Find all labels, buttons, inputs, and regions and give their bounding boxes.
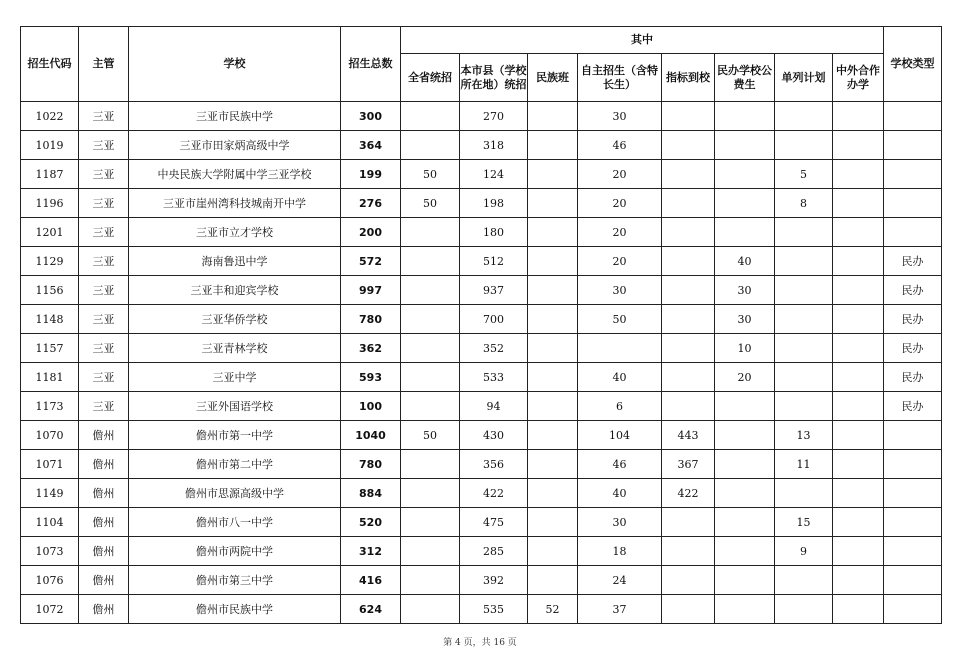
cell-quota-to-school [662,218,715,247]
cell-code: 1156 [21,276,79,305]
cell-quota-to-school [662,189,715,218]
cell-code: 1181 [21,363,79,392]
table-row [21,102,942,131]
header-province-unified: 全省统招 [401,54,460,102]
cell-ethnic-class [528,160,578,189]
table-row [21,218,942,247]
cell-authority: 三亚 [79,189,129,218]
cell-separate-plan: 15 [775,508,833,537]
cell-school: 三亚华侨学校 [129,305,341,334]
cell-authority: 三亚 [79,247,129,276]
cell-code: 1129 [21,247,79,276]
cell-school: 儋州市思源高级中学 [129,479,341,508]
cell-local-unified: 356 [460,450,528,479]
cell-ethnic-class [528,276,578,305]
cell-independent: 40 [578,479,662,508]
cell-province-unified [401,334,460,363]
table-row [21,247,942,276]
cell-total: 780 [341,450,401,479]
cell-province-unified [401,450,460,479]
header-separate-plan: 单列计划 [775,54,833,102]
cell-province-unified [401,508,460,537]
cell-code: 1201 [21,218,79,247]
cell-sino-foreign [833,102,884,131]
table-row [21,392,942,421]
cell-authority: 儋州 [79,537,129,566]
cell-quota-to-school [662,102,715,131]
cell-separate-plan [775,566,833,595]
header-independent: 自主招生（含特长生） [578,54,662,102]
cell-quota-to-school [662,131,715,160]
cell-authority: 儋州 [79,595,129,624]
cell-province-unified [401,595,460,624]
cell-authority: 三亚 [79,334,129,363]
cell-independent: 20 [578,247,662,276]
cell-total: 276 [341,189,401,218]
cell-school-type [884,508,942,537]
cell-sino-foreign [833,421,884,450]
cell-school: 儋州市两院中学 [129,537,341,566]
cell-total: 200 [341,218,401,247]
cell-independent: 20 [578,189,662,218]
cell-quota-to-school [662,595,715,624]
cell-private-public-funded [715,218,775,247]
cell-private-public-funded: 40 [715,247,775,276]
cell-local-unified: 180 [460,218,528,247]
cell-province-unified [401,131,460,160]
cell-independent: 30 [578,276,662,305]
admissions-table [20,26,942,624]
cell-ethnic-class [528,566,578,595]
cell-province-unified: 50 [401,160,460,189]
cell-quota-to-school [662,305,715,334]
cell-sino-foreign [833,508,884,537]
cell-local-unified: 535 [460,595,528,624]
cell-code: 1173 [21,392,79,421]
cell-independent: 30 [578,102,662,131]
cell-private-public-funded: 20 [715,363,775,392]
cell-school: 儋州市第二中学 [129,450,341,479]
cell-sino-foreign [833,479,884,508]
cell-separate-plan [775,392,833,421]
cell-province-unified [401,247,460,276]
cell-school: 三亚丰和迎宾学校 [129,276,341,305]
table-row [21,537,942,566]
cell-private-public-funded [715,479,775,508]
cell-sino-foreign [833,218,884,247]
cell-private-public-funded [715,421,775,450]
table-row [21,450,942,479]
table-row [21,276,942,305]
cell-school: 三亚市崖州湾科技城南开中学 [129,189,341,218]
cell-school: 儋州市民族中学 [129,595,341,624]
cell-separate-plan [775,305,833,334]
cell-school-type [884,595,942,624]
cell-private-public-funded [715,537,775,566]
cell-independent: 37 [578,595,662,624]
cell-independent: 30 [578,508,662,537]
cell-province-unified [401,305,460,334]
cell-school-type [884,218,942,247]
cell-province-unified [401,566,460,595]
cell-school: 三亚市立才学校 [129,218,341,247]
cell-total: 300 [341,102,401,131]
cell-independent: 50 [578,305,662,334]
cell-independent: 24 [578,566,662,595]
cell-province-unified [401,537,460,566]
cell-quota-to-school: 443 [662,421,715,450]
table-row [21,131,942,160]
cell-school-type [884,566,942,595]
cell-local-unified: 318 [460,131,528,160]
cell-code: 1070 [21,421,79,450]
cell-total: 364 [341,131,401,160]
cell-local-unified: 198 [460,189,528,218]
cell-independent: 6 [578,392,662,421]
cell-school: 三亚市民族中学 [129,102,341,131]
cell-quota-to-school: 422 [662,479,715,508]
cell-separate-plan: 5 [775,160,833,189]
header-of-which: 其中 [401,27,884,54]
cell-code: 1022 [21,102,79,131]
cell-separate-plan [775,479,833,508]
cell-private-public-funded [715,450,775,479]
cell-separate-plan [775,131,833,160]
cell-ethnic-class [528,334,578,363]
cell-authority: 三亚 [79,392,129,421]
header-quota-to-school: 指标到校 [662,54,715,102]
cell-local-unified: 352 [460,334,528,363]
header-school-type: 学校类型 [884,27,942,102]
cell-province-unified [401,276,460,305]
cell-code: 1104 [21,508,79,537]
cell-school-type: 民办 [884,247,942,276]
cell-sino-foreign [833,450,884,479]
header-school: 学校 [129,27,341,102]
cell-total: 312 [341,537,401,566]
cell-code: 1072 [21,595,79,624]
cell-school-type: 民办 [884,334,942,363]
cell-independent: 46 [578,450,662,479]
cell-school-type [884,102,942,131]
header-total: 招生总数 [341,27,401,102]
cell-school-type: 民办 [884,305,942,334]
cell-code: 1019 [21,131,79,160]
cell-code: 1148 [21,305,79,334]
cell-school: 海南鲁迅中学 [129,247,341,276]
cell-authority: 三亚 [79,305,129,334]
cell-province-unified [401,363,460,392]
page-footer: 第 4 页，共 16 页 [443,638,517,648]
cell-code: 1196 [21,189,79,218]
cell-independent: 104 [578,421,662,450]
cell-independent: 46 [578,131,662,160]
table-row [21,334,942,363]
cell-ethnic-class [528,131,578,160]
cell-authority: 三亚 [79,160,129,189]
cell-school-type [884,160,942,189]
cell-local-unified: 533 [460,363,528,392]
cell-school-type: 民办 [884,363,942,392]
cell-private-public-funded [715,508,775,537]
cell-total: 520 [341,508,401,537]
cell-authority: 三亚 [79,102,129,131]
cell-code: 1187 [21,160,79,189]
cell-independent [578,334,662,363]
cell-separate-plan [775,595,833,624]
cell-private-public-funded: 10 [715,334,775,363]
cell-local-unified: 512 [460,247,528,276]
header-local-unified: 本市县（学校所在地）统招 [460,54,528,102]
cell-authority: 三亚 [79,131,129,160]
cell-ethnic-class: 52 [528,595,578,624]
cell-private-public-funded [715,566,775,595]
cell-school: 儋州市第一中学 [129,421,341,450]
cell-ethnic-class [528,421,578,450]
cell-school: 三亚青林学校 [129,334,341,363]
cell-ethnic-class [528,537,578,566]
cell-total: 780 [341,305,401,334]
cell-sino-foreign [833,363,884,392]
cell-quota-to-school [662,392,715,421]
cell-quota-to-school: 367 [662,450,715,479]
cell-province-unified: 50 [401,189,460,218]
cell-independent: 18 [578,537,662,566]
cell-separate-plan: 13 [775,421,833,450]
cell-ethnic-class [528,363,578,392]
cell-private-public-funded [715,160,775,189]
cell-quota-to-school [662,160,715,189]
cell-authority: 三亚 [79,276,129,305]
cell-school: 中央民族大学附属中学三亚学校 [129,160,341,189]
cell-independent: 20 [578,218,662,247]
cell-code: 1071 [21,450,79,479]
cell-sino-foreign [833,189,884,218]
cell-separate-plan [775,334,833,363]
cell-authority: 儋州 [79,566,129,595]
cell-quota-to-school [662,276,715,305]
cell-school: 儋州市第三中学 [129,566,341,595]
cell-private-public-funded [715,131,775,160]
cell-ethnic-class [528,479,578,508]
cell-ethnic-class [528,508,578,537]
header-ethnic-class: 民族班 [528,54,578,102]
cell-sino-foreign [833,566,884,595]
table-row [21,479,942,508]
cell-local-unified: 422 [460,479,528,508]
cell-code: 1149 [21,479,79,508]
cell-total: 100 [341,392,401,421]
cell-quota-to-school [662,247,715,276]
cell-separate-plan [775,218,833,247]
cell-school-type [884,189,942,218]
table-row [21,421,942,450]
cell-school: 儋州市八一中学 [129,508,341,537]
cell-sino-foreign [833,537,884,566]
cell-total: 884 [341,479,401,508]
cell-private-public-funded [715,189,775,218]
cell-quota-to-school [662,508,715,537]
cell-school-type [884,421,942,450]
cell-separate-plan: 8 [775,189,833,218]
cell-total: 593 [341,363,401,392]
table-row [21,566,942,595]
cell-local-unified: 475 [460,508,528,537]
cell-private-public-funded: 30 [715,276,775,305]
cell-sino-foreign [833,247,884,276]
header-code: 招生代码 [21,27,79,102]
cell-school-type [884,479,942,508]
cell-local-unified: 285 [460,537,528,566]
cell-authority: 儋州 [79,479,129,508]
cell-code: 1157 [21,334,79,363]
cell-quota-to-school [662,537,715,566]
cell-local-unified: 392 [460,566,528,595]
cell-school-type [884,537,942,566]
cell-code: 1076 [21,566,79,595]
cell-local-unified: 430 [460,421,528,450]
cell-sino-foreign [833,305,884,334]
cell-school-type: 民办 [884,276,942,305]
header-sino-foreign: 中外合作办学 [833,54,884,102]
cell-total: 416 [341,566,401,595]
cell-province-unified [401,102,460,131]
cell-authority: 三亚 [79,218,129,247]
cell-province-unified [401,218,460,247]
cell-ethnic-class [528,450,578,479]
cell-quota-to-school [662,363,715,392]
cell-total: 572 [341,247,401,276]
cell-private-public-funded [715,102,775,131]
table-row [21,189,942,218]
cell-total: 199 [341,160,401,189]
cell-independent: 40 [578,363,662,392]
cell-total: 362 [341,334,401,363]
cell-separate-plan: 11 [775,450,833,479]
cell-ethnic-class [528,392,578,421]
cell-school-type [884,450,942,479]
cell-separate-plan [775,363,833,392]
header-private-public-funded: 民办学校公费生 [715,54,775,102]
cell-total: 1040 [341,421,401,450]
cell-private-public-funded: 30 [715,305,775,334]
cell-province-unified [401,392,460,421]
cell-separate-plan [775,276,833,305]
cell-school-type: 民办 [884,392,942,421]
cell-school: 三亚市田家炳高级中学 [129,131,341,160]
cell-school: 三亚外国语学校 [129,392,341,421]
cell-local-unified: 700 [460,305,528,334]
cell-separate-plan [775,102,833,131]
cell-local-unified: 94 [460,392,528,421]
cell-independent: 20 [578,160,662,189]
cell-private-public-funded [715,392,775,421]
cell-local-unified: 937 [460,276,528,305]
table-row [21,595,942,624]
cell-quota-to-school [662,566,715,595]
cell-school: 三亚中学 [129,363,341,392]
cell-private-public-funded [715,595,775,624]
cell-local-unified: 124 [460,160,528,189]
cell-ethnic-class [528,218,578,247]
cell-code: 1073 [21,537,79,566]
cell-province-unified: 50 [401,421,460,450]
cell-ethnic-class [528,247,578,276]
cell-sino-foreign [833,131,884,160]
cell-ethnic-class [528,305,578,334]
cell-sino-foreign [833,595,884,624]
cell-authority: 儋州 [79,421,129,450]
cell-total: 624 [341,595,401,624]
table-row [21,160,942,189]
cell-separate-plan: 9 [775,537,833,566]
cell-separate-plan [775,247,833,276]
cell-quota-to-school [662,334,715,363]
cell-ethnic-class [528,102,578,131]
header-authority: 主管 [79,27,129,102]
cell-ethnic-class [528,189,578,218]
cell-province-unified [401,479,460,508]
table-row [21,508,942,537]
cell-authority: 儋州 [79,450,129,479]
cell-sino-foreign [833,160,884,189]
cell-authority: 儋州 [79,508,129,537]
table-row [21,363,942,392]
cell-total: 997 [341,276,401,305]
cell-sino-foreign [833,334,884,363]
cell-school-type [884,131,942,160]
table-row [21,305,942,334]
cell-sino-foreign [833,276,884,305]
cell-local-unified: 270 [460,102,528,131]
cell-sino-foreign [833,392,884,421]
cell-authority: 三亚 [79,363,129,392]
